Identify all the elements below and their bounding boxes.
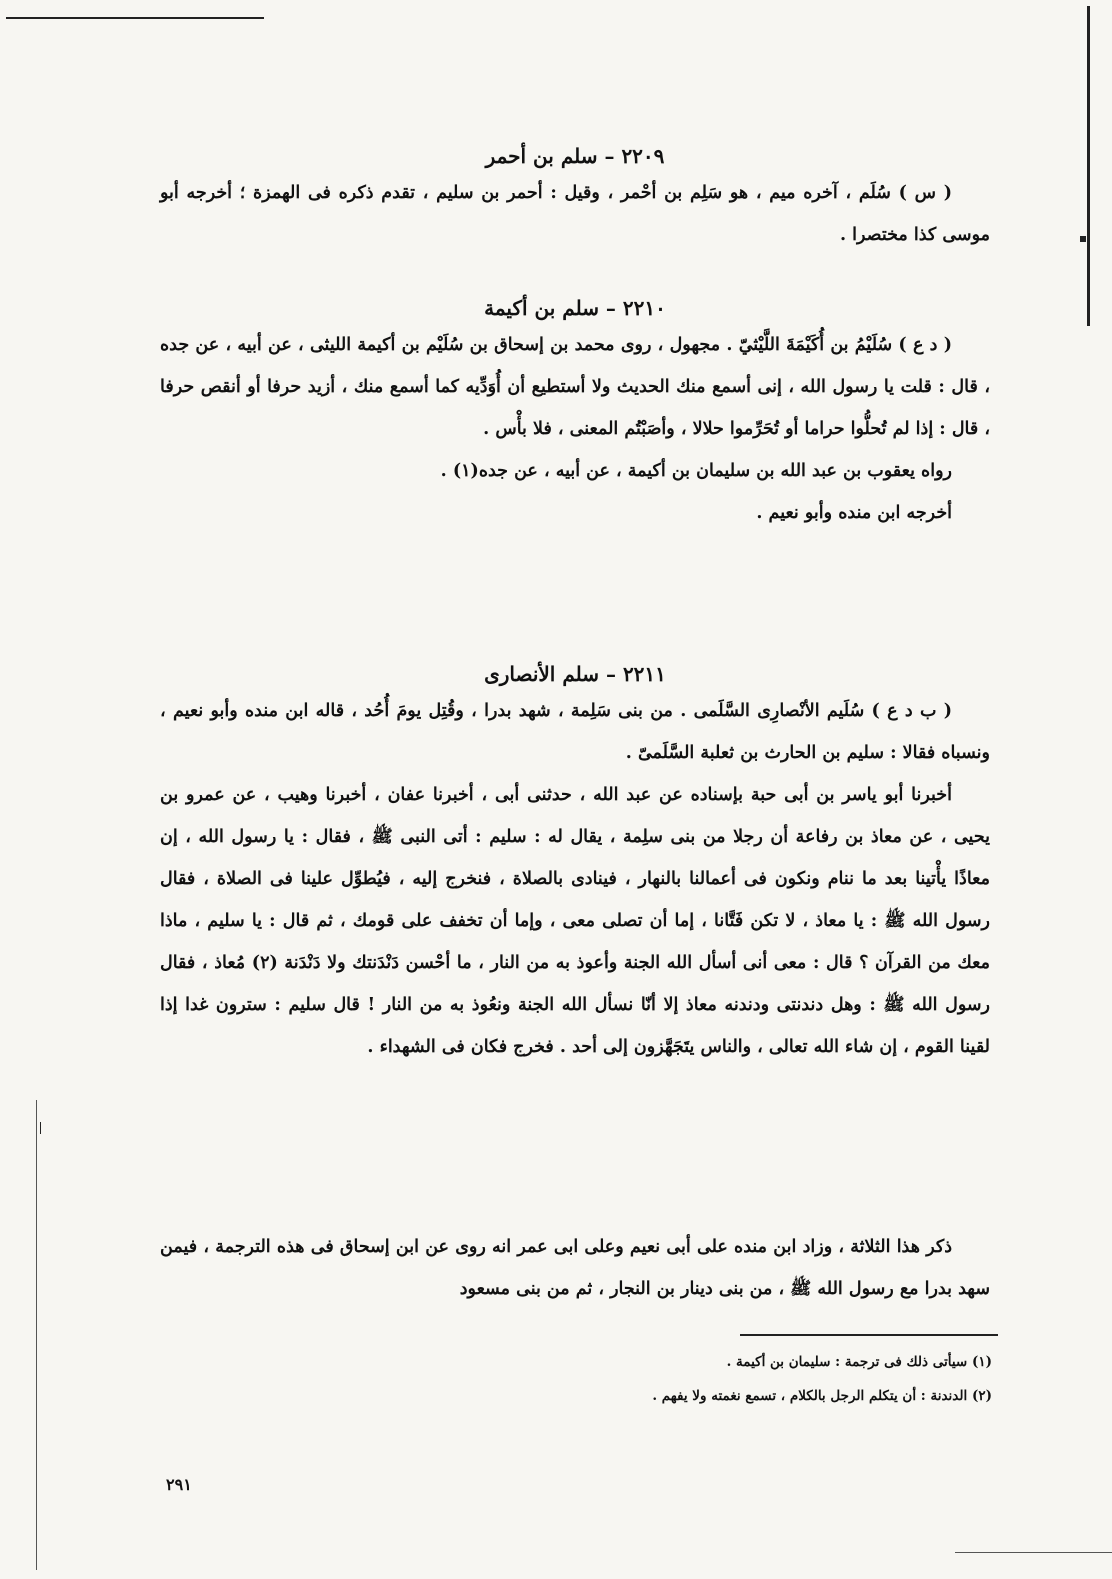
entry-paragraph: أخرجه ابن منده وأبو نعيم .	[756, 503, 952, 523]
entry-paragraph: ذكر هذا الثلاثة ، وزاد ابن منده على أبى نعيم وعلى ابى عمر انه روى عن ابن إسحاق فى هذه الترجمة ، فيمن سهد بدرا مع رسول الله ﷺ ، من بنى دينار بن النجار ، ثم من بنى مسعود	[160, 1237, 990, 1299]
entry-2211	[160, 658, 990, 1068]
scan-edge-line	[1087, 6, 1090, 326]
footnotes	[560, 1345, 992, 1413]
entry-heading: ٢٢٠٩ – سلم بن أحمر	[485, 144, 665, 168]
footnote: (١) سيأتى ذلك فى ترجمة : سليمان بن أكيمة .	[726, 1354, 992, 1370]
entry-paragraph: أخبرنا أبو ياسر بن أبى حبة بإسناده عن عبد الله ، حدثنى أبى ، أخبرنا عفان ، أخبرنا وهيب ، عن عمرو بن يحيى ، عن معاذ بن رفاعة أن رجلا من بنى سلِمة ، يقال له : سليم : أتى النبى ﷺ ، فقال : يا رسول الله ، إن معاذًا يأْتينا بعد ما ننام ونكون فى أعمالنا بالنهار ، فينادى بالصلاة ، فنخرج إليه ، فيُطوِّل علينا فى الصلاة ، فقال رسول الله ﷺ : يا معاذ ، لا تكن فَتَّانا ، إما أن تصلى معى ، وإما أن تخفف على قومك ، ثم قال : يا سليم ، ماذا معك من القرآن ؟ قال : معى أنى أسأل الله الجنة وأعوذ به من النار ، ما أحْسن دَنْدَنتك ولا دَنْدَنة (٢) مُعاذ ، فقال رسول الله ﷺ : وهل دندنتى ودندنه معاذ إلا أنّا نسأل الله الجنة ونعُوذ به من النار ! قال سليم : سترون غدا إذا لقينا القوم ، إن شاء الله تعالى ، والناس يتَجَهَّزون إلى أحد . فخرج فكان فى الشهداء .	[160, 785, 990, 1057]
scan-edge-line	[955, 1552, 1112, 1553]
page-number: ٢٩١	[166, 1475, 192, 1494]
entry-2209	[160, 140, 990, 256]
scan-mark	[1080, 236, 1086, 242]
footnote: (٢) الدندنة : أن يتكلم الرجل بالكلام ، تسمع نغمته ولا يفهم .	[652, 1388, 992, 1404]
entry-heading: ٢٢١١ – سلم الأنصارى	[484, 662, 666, 686]
footnote-rule	[740, 1334, 998, 1336]
entry-paragraph: ( د ع ) سُلَيْمُ بن أُكَيْمَةَ اللَّيْثيّ . مجهول ، روى محمد بن إسحاق بن سُلَيْم بن أكيمة الليثى ، عن أبيه ، عن جده ، قال : قلت يا رسول الله ، إنى أسمع منك الحديث ولا أستطيع أن أُوَدِّيه كما أسمع منك ، أزيد حرفا أو أنقص حرفا ، قال : إذا لم تُحلُّوا حراما أو تُحَرِّموا حلالا ، وأصَبْتُم المعنى ، فلا بأْس .	[160, 335, 990, 439]
scan-edge-line	[6, 17, 264, 19]
scan-edge-line	[36, 1100, 37, 1570]
scan-mark	[40, 1122, 41, 1134]
entry-paragraph: رواه يعقوب بن عبد الله بن سليمان بن أكيمة ، عن أبيه ، عن جده(١) .	[440, 461, 952, 481]
entry-2211-continued	[160, 1226, 990, 1310]
entry-2210	[160, 292, 990, 534]
entry-heading: ٢٢١٠ – سلم بن أكيمة	[484, 296, 666, 320]
entry-paragraph: ( س ) سُلَم ، آخره ميم ، هو سَلِم بن أحْمر ، وقيل : أحمر بن سليم ، تقدم ذكره فى الهمزة ؛ أخرجه أبو موسى كذا مختصرا .	[160, 183, 990, 245]
entry-paragraph: ( ب د ع ) سُلَيم الأنْصارِى السَّلَمى . من بنى سَلِمة ، شهد بدرا ، وقُتِل يومَ أُحُد ، قاله ابن منده وأبو نعيم ، ونسباه فقالا : سليم بن الحارث بن ثعلبة السَّلَمىّ .	[160, 701, 990, 763]
